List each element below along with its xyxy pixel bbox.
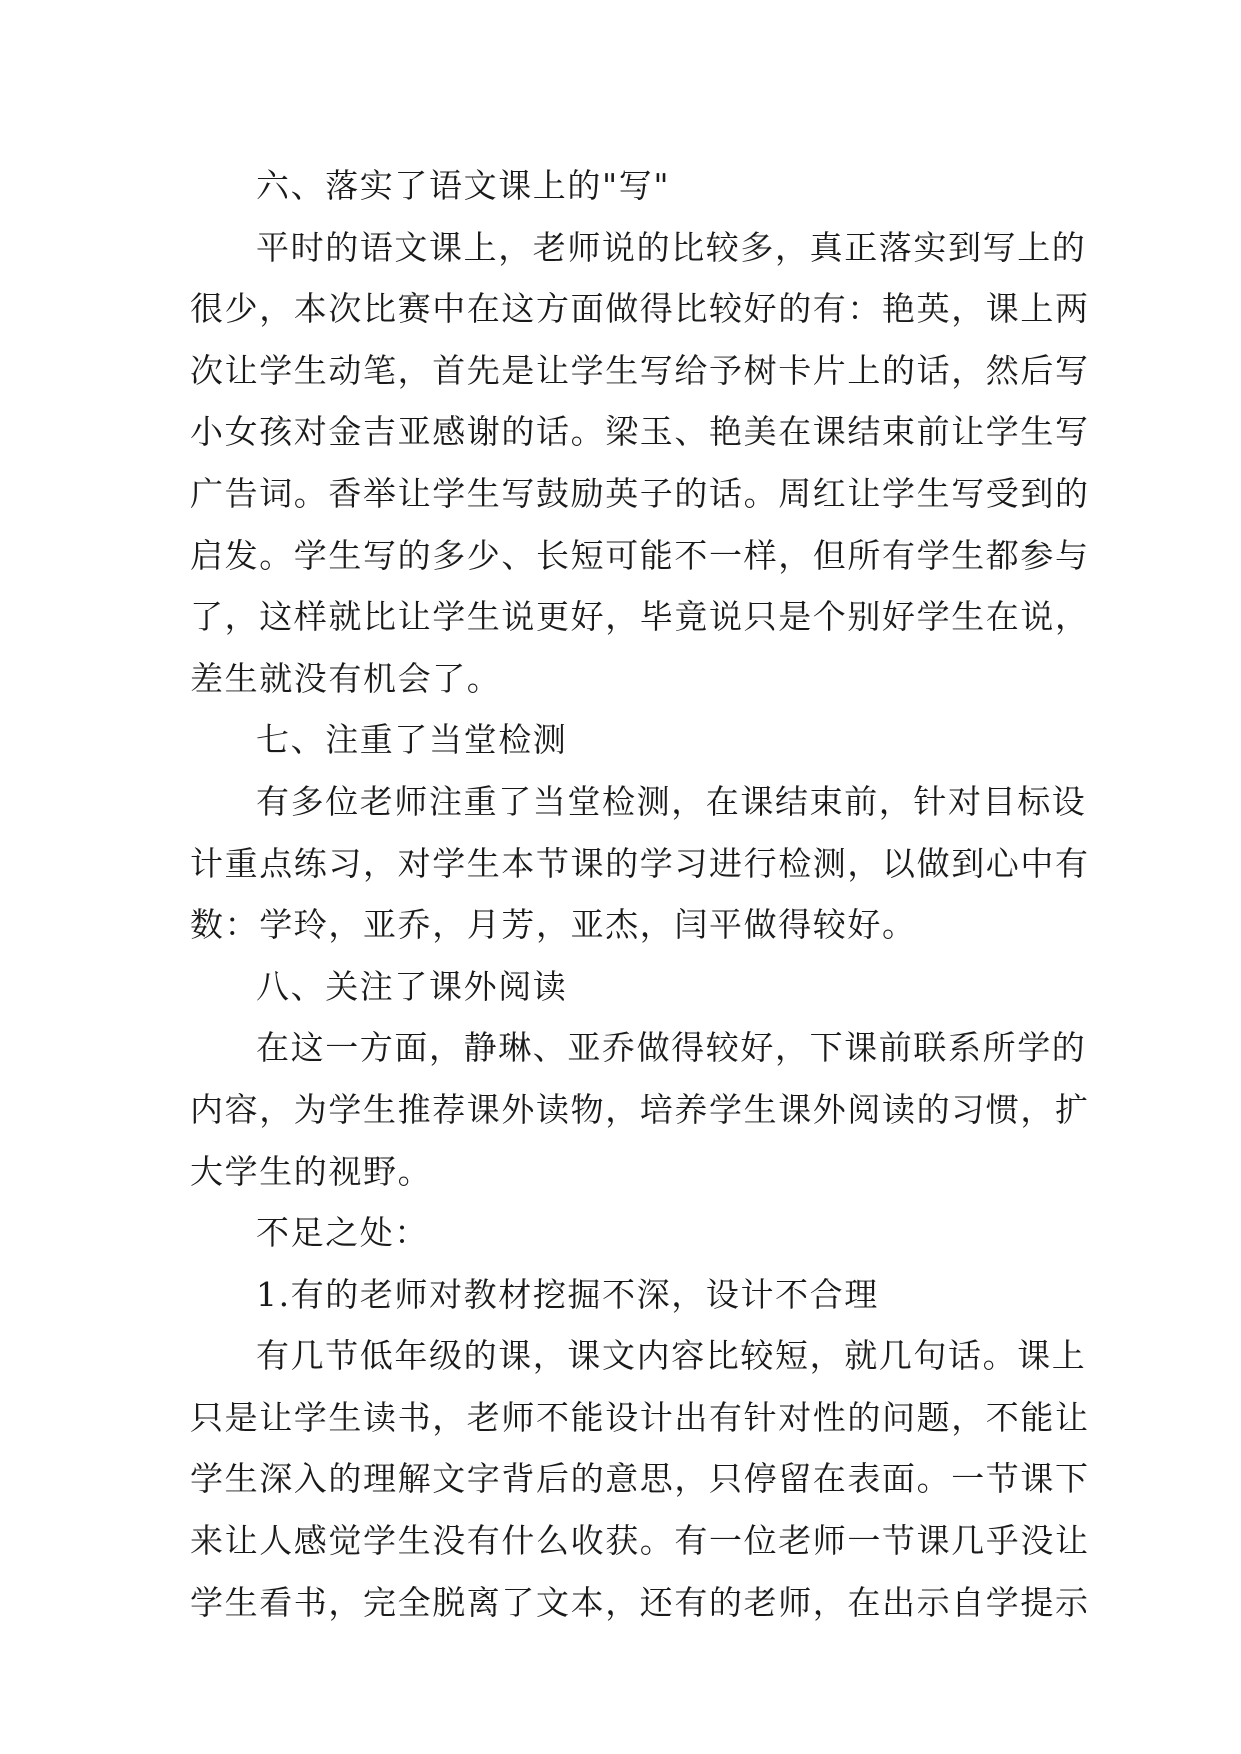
paragraph-line: 有多位老师注重了当堂检测，在课结束前，针对目标设 <box>256 781 1087 821</box>
heading-line: 1.有的老师对教材挖掘不深，设计不合理 <box>256 1274 879 1314</box>
paragraph-line: 平时的语文课上，老师说的比较多，真正落实到写上的 <box>256 227 1087 267</box>
paragraph-line: 只是让学生读书，老师不能设计出有针对性的问题，不能让 <box>190 1397 1090 1437</box>
heading-line: 七、注重了当堂检测 <box>256 720 568 760</box>
heading-line: 不足之处： <box>256 1213 429 1253</box>
paragraph-line: 次让学生动笔，首先是让学生写给予树卡片上的话，然后写 <box>190 350 1090 390</box>
paragraph-line: 学生深入的理解文字背后的意思，只停留在表面。一节课下 <box>190 1459 1090 1499</box>
paragraph-line: 内容，为学生推荐课外读物，培养学生课外阅读的习惯，扩 <box>190 1089 1090 1129</box>
paragraph-line: 启发。学生写的多少、长短可能不一样，但所有学生都参与 <box>190 535 1090 575</box>
paragraph-line: 有几节低年级的课，课文内容比较短，就几句话。课上 <box>256 1336 1087 1376</box>
heading-line: 六、落实了语文课上的"写" <box>256 166 671 205</box>
document-body <box>190 155 1090 1633</box>
paragraph-line: 计重点练习，对学生本节课的学习进行检测，以做到心中有 <box>190 843 1090 883</box>
paragraph-line: 在这一方面，静琳、亚乔做得较好，下课前联系所学的 <box>256 1028 1087 1068</box>
paragraph-line: 来让人感觉学生没有什么收获。有一位老师一节课几乎没让 <box>190 1521 1090 1561</box>
paragraph-line: 数：学玲，亚乔，月芳，亚杰，闫平做得较好。 <box>190 905 917 945</box>
paragraph-line: 了，这样就比让学生说更好，毕竟说只是个别好学生在说， <box>190 597 1090 637</box>
heading-line: 八、关注了课外阅读 <box>256 966 568 1006</box>
paragraph-line: 广告词。香举让学生写鼓励英子的话。周红让学生写受到的 <box>190 473 1090 513</box>
paragraph-line: 很少，本次比赛中在这方面做得比较好的有：艳英，课上两 <box>190 289 1090 329</box>
paragraph-line: 大学生的视野。 <box>190 1151 433 1191</box>
paragraph-line: 小女孩对金吉亚感谢的话。梁玉、艳美在课结束前让学生写 <box>190 412 1090 452</box>
paragraph-line: 差生就没有机会了。 <box>190 658 502 698</box>
paragraph-line: 学生看书，完全脱离了文本，还有的老师，在出示自学提示 <box>190 1582 1090 1622</box>
